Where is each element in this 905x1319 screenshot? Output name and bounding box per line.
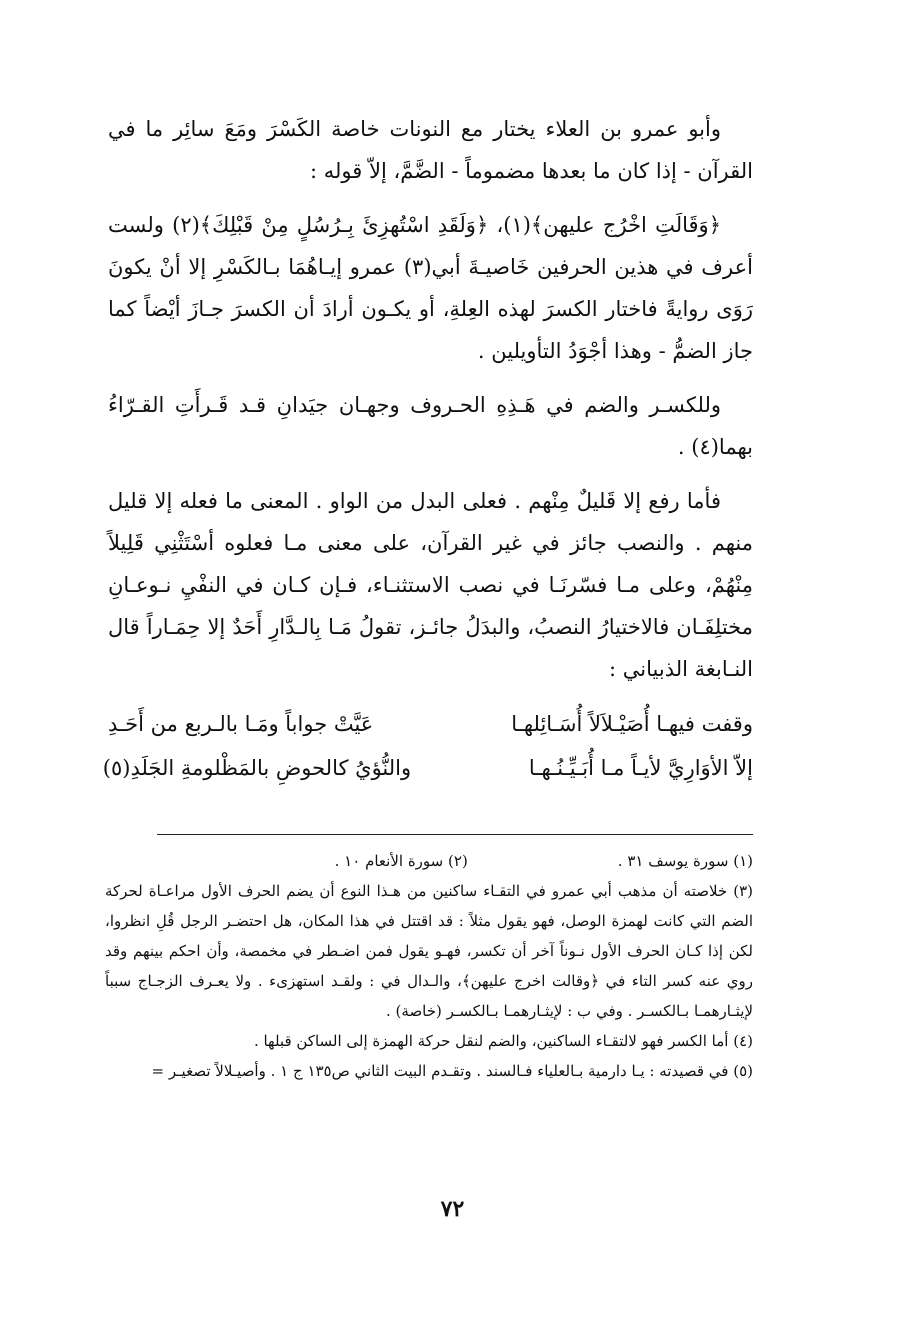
- page-number: ٧٢: [440, 1196, 465, 1222]
- poem-verse-2: [102, 746, 753, 790]
- footnote-3: (٣) خلاصته أن مذهب أبي عمرو في التقـاء ساكنين من هـذا النوع أن يضم الحرف الأول مراعـاة لحركة الضم التي كانت لهمزة الوصل، فهو يقول مثلاً : قد اقتتل في هذا المكان، هل احتضـر الرجل قُلِ انظروا، لكن إذا كـان الحرف الأول نـوناً آخر أن تكسر، فهـو يقول فمن اضـطر في مخمصة، وأن احكم بينهم وقد روي عنه كسر التاء في ﴿وقالت اخرج عليهن﴾، والـدال في : ولقـد استهزىء . ولا يعـرف الزجـاج سبباً لإيثـارهمـا بـالكسـر . وفي ب : لإيثـارهمـا بـالكسـر (خاصة) .: [105, 882, 753, 1020]
- poem-verse-1-second-hemistich: عَيَّتْ جواباً ومَـا بالـربع من أَحَـدِ: [108, 712, 374, 736]
- footnotes: [105, 846, 753, 1086]
- footnote-5: (٥) في قصيدته : يـا دارمية بـالعلياء فـالسند . وتقـدم البيت الثاني ص١٣٥ ج ١ . وأصيـلالاً تصغيـر =: [151, 1062, 753, 1080]
- paragraph-2: ﴿وَقَالَتِ اخْرُج عليهن﴾(١)، ﴿وَلَقَدِ اسْتُهزِئَ بِـرُسُلٍ مِنْ قَبْلِكَ﴾(٢) ولست أعرف في هذين الحرفين خَاصيـةَ أبي(٣) عمرو إيـاهُمَا بـالكَسْرِ إلا أنْ يكونَ رَوَى روايةً فاختار الكسرَ لهذه العِلةِ، أو يكـون أرادَ أن الكسرَ جـازَ أيْضاً كما جاز الضمُّ - وهذا أجْوَدُ التأويلين .: [108, 213, 753, 363]
- paragraph-1: وأبو عمرو بن العلاء يختار مع النونات خاصة الكَسْرَ ومَعَ سائِر ما في القرآن - إذا كان ما بعدها مضموماً - الضَّمَّ، إلاّ قوله :: [108, 117, 753, 183]
- footnote-separator: [157, 834, 753, 835]
- poem: [102, 702, 753, 790]
- poem-verse-2-first-hemistich: إلاّ الأوَارِيَّ لأيـاً مـا أُبَـيِّـنُـهـا: [528, 756, 753, 780]
- paragraph-4: فأما رفع إلا قَليلٌ مِنْهم . فعلى البدل من الواو . المعنى ما فعله إلا قليل منهم . والنصب جائز في غير القرآن، على معنى مـا فعلوه أسْتَثْنِي قَلِيلاً مِنْهُمْ، وعلى مـا فسّرنَـا في نصب الاستثنـاء، فـإن كـان في النفْيِ نـوعـانِ مختلِفَـان فالاختيارُ النصبُ، والبدَلُ جائـز، تقولُ مَـا بِالـدَّارِ أَحَدٌ إلا حِمَـاراً قال النـابغة الذبياني :: [108, 489, 753, 681]
- main-text: [102, 108, 753, 790]
- poem-verse-1: [108, 702, 753, 746]
- footnote-row-1: [105, 846, 753, 876]
- footnote-2: (٢) سورة الأنعام ١٠ .: [334, 852, 468, 870]
- footnote-4: (٤) أما الكسر فهو لالتقـاء الساكنين، والضم لنقل حركة الهمزة إلى الساكن قبلها .: [253, 1032, 753, 1050]
- paragraph-3: وللكسـر والضم في هَـذِهِ الحـروف وجهـان جيَدانِ قـد قَـرأَتِ القـرّاءُ بهما(٤) .: [108, 393, 753, 459]
- poem-verse-2-second-hemistich: والنُّؤيُ كالحوضِ بالمَظْلومةِ الجَلَدِ(٥): [102, 756, 412, 780]
- poem-verse-1-first-hemistich: وقفت فيهـا أُصَيْـلاَلاً أُسَـائِلهـا: [511, 712, 753, 736]
- footnote-1: (١) سورة يوسف ٣١ .: [617, 852, 753, 870]
